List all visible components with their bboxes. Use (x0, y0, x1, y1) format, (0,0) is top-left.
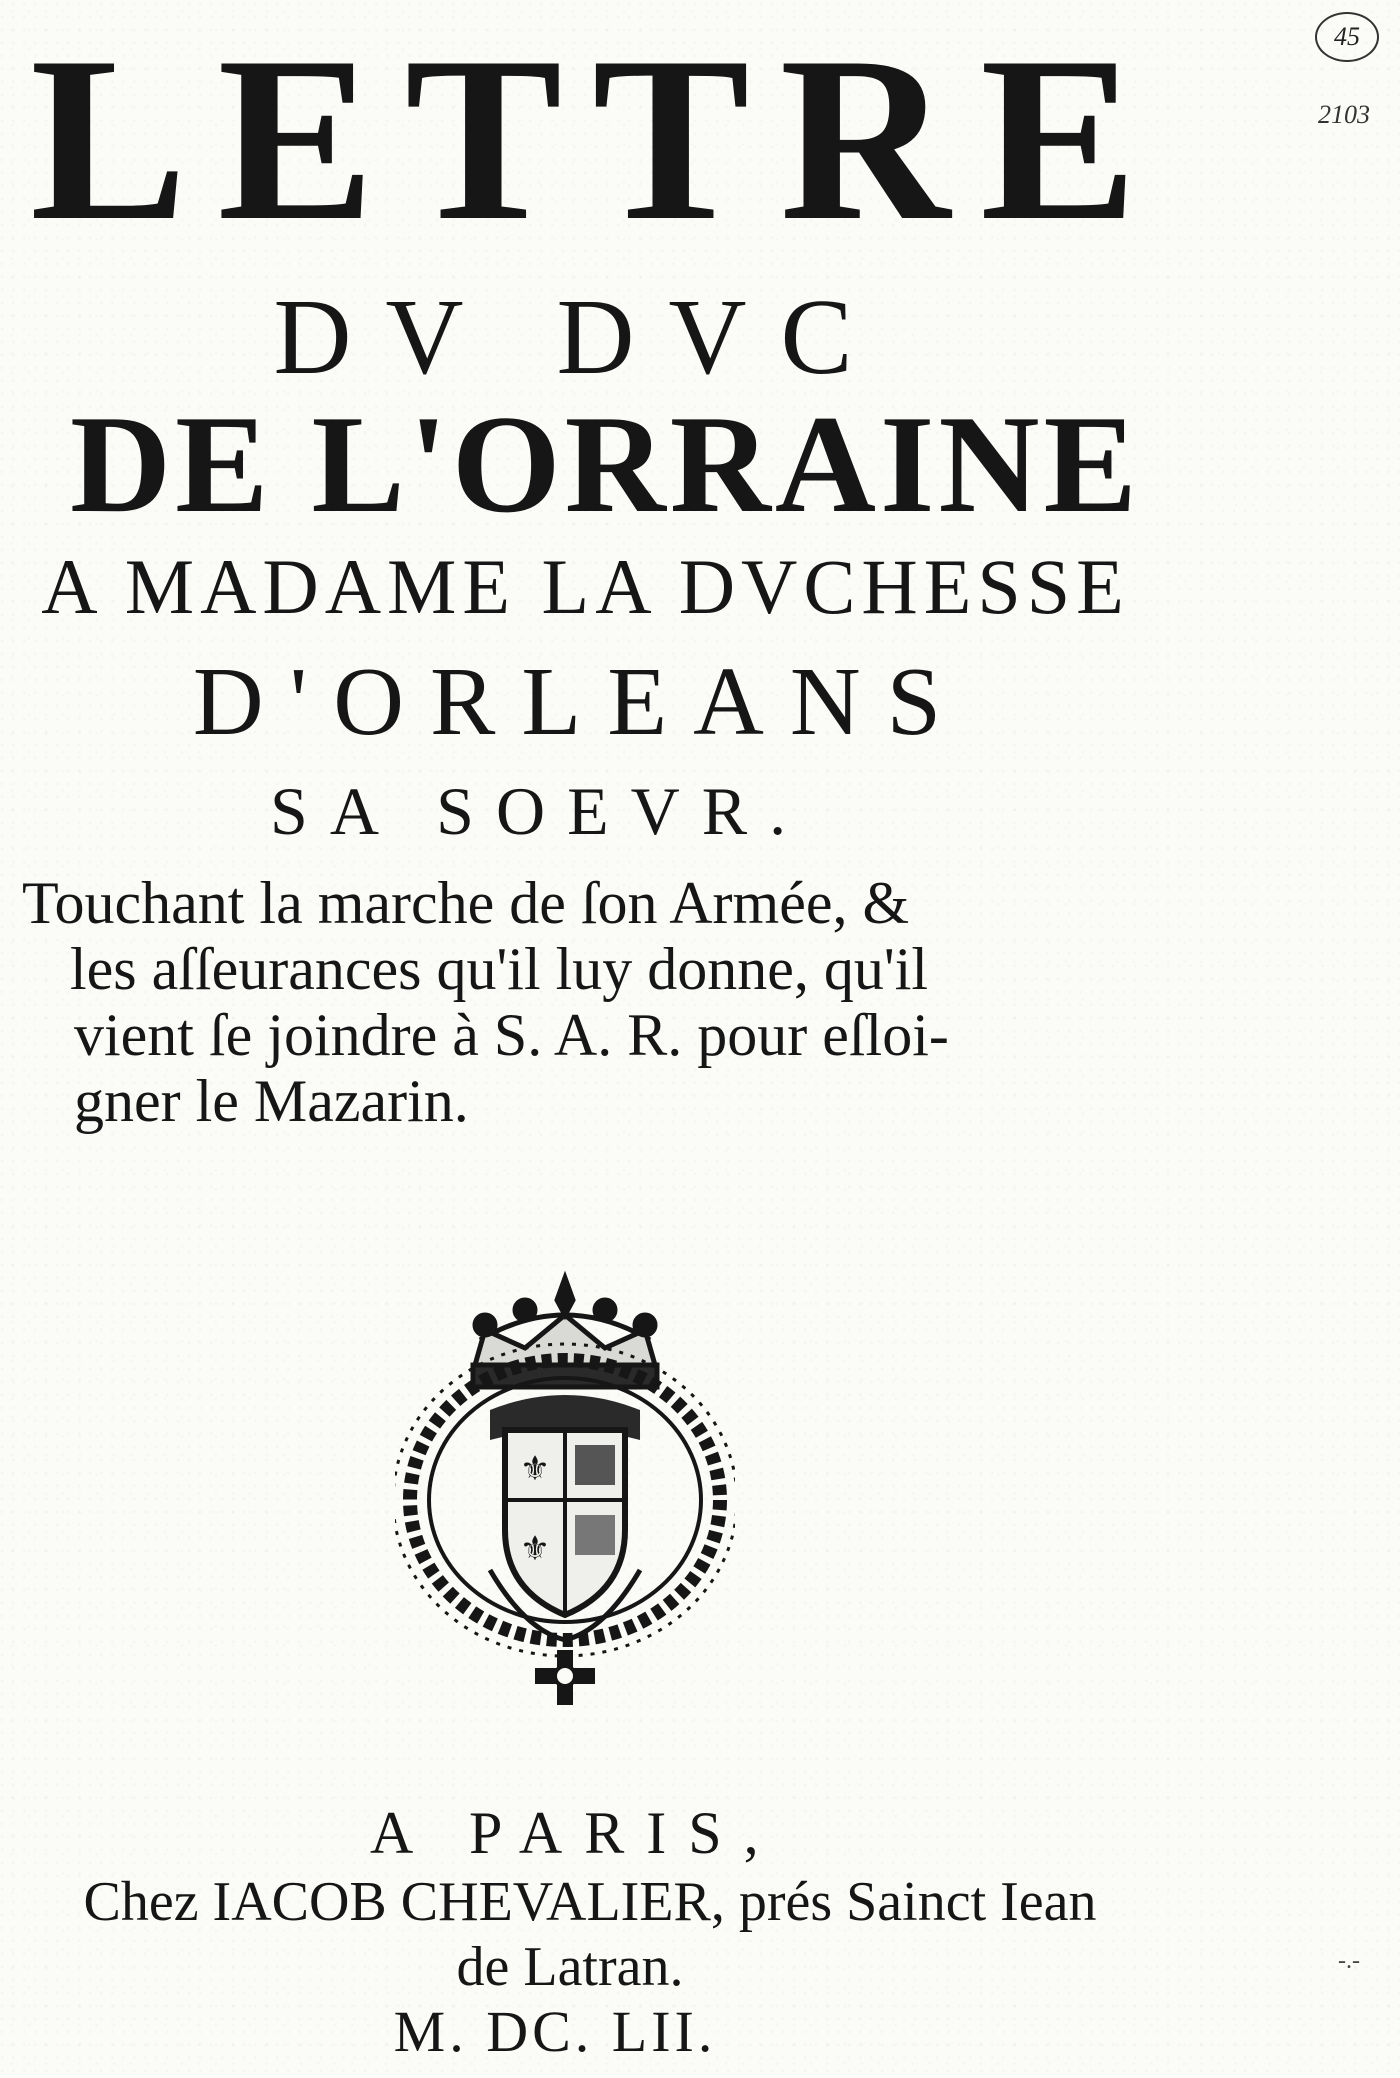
imprint-printer: Chez IACOB CHEVALIER, prés Sainct Iean (83, 1871, 1097, 1933)
title-orleans: D'ORLEANS (192, 648, 968, 756)
shield-icon (505, 1430, 625, 1615)
subtitle-line: les aſſeurances qu'il luy donne, qu'il (70, 936, 929, 1002)
svg-text:⚜: ⚜ (519, 1529, 551, 1569)
subtitle-line: vient ſe joindre à S. A. R. pour eſloi- (74, 1002, 949, 1068)
title-du-duc: DV DVC (273, 278, 887, 397)
cross-pendant-icon (535, 1650, 595, 1705)
subtitle-line: gner le Mazarin. (74, 1068, 469, 1134)
edge-mark: -.- (1338, 1948, 1360, 1974)
page-number-annotation: 45 (1315, 12, 1379, 62)
title-madame-duchesse: A MADAME LA DVCHESSE (41, 543, 1130, 630)
reference-annotation: 2103 (1318, 100, 1370, 129)
title-sa-soeur: SA SOEVR. (270, 773, 809, 849)
imprint-year: M. DC. LII. (393, 1999, 717, 2064)
royal-coat-of-arms-icon (395, 1270, 735, 1710)
imprint-city: A PARIS, (370, 1800, 781, 1866)
imprint-location: de Latran. (456, 1936, 684, 1998)
title-lettre: LETTRE (30, 9, 1168, 270)
subtitle-block (22, 870, 1162, 1134)
svg-text:⚜: ⚜ (519, 1449, 551, 1489)
title-lorraine: DE L'ORRAINE (70, 387, 1141, 542)
subtitle-line: Touchant la marche de ſon Armée, & (22, 870, 910, 936)
